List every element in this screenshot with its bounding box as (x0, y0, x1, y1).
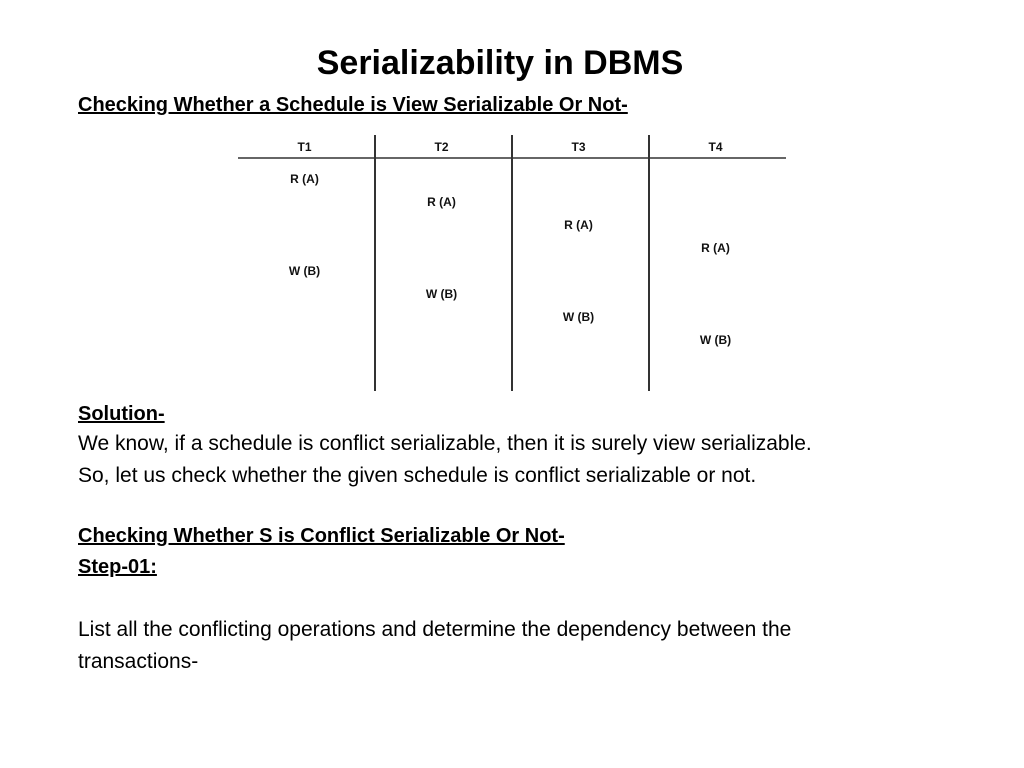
slide-title: Serializability in DBMS (316, 44, 684, 82)
column-header-t4: T4 (708, 140, 723, 154)
solution-line-1: We know, if a schedule is conflict serializable, then it is surely view serializable. (78, 432, 812, 455)
instruction-line-2: transactions- (78, 650, 199, 673)
column-header-t3: T3 (571, 140, 586, 154)
schedule-table (238, 133, 790, 393)
column-header-t1: T1 (297, 140, 312, 154)
column-header-t2: T2 (434, 140, 449, 154)
conflict-check-heading: Checking Whether S is Conflict Serializable Or Not- (78, 525, 565, 547)
operation-cell: W (B) (288, 264, 321, 278)
operation-cell: W (B) (562, 310, 595, 324)
step-label: Step-01: (78, 556, 157, 578)
operation-cell: R (A) (701, 241, 730, 255)
solution-heading: Solution- (78, 403, 165, 425)
solution-line-2: So, let us check whether the given schedule is conflict serializable or not. (78, 464, 757, 487)
section-heading-view-serializable: Checking Whether a Schedule is View Serializable Or Not- (78, 94, 628, 116)
operation-cell: W (B) (699, 333, 732, 347)
instruction-line-1: List all the conflicting operations and determine the dependency between the (78, 618, 792, 641)
operation-cell: R (A) (564, 218, 593, 232)
operation-cell: R (A) (290, 172, 319, 186)
operation-cell: R (A) (427, 195, 456, 209)
operation-cell: W (B) (425, 287, 458, 301)
